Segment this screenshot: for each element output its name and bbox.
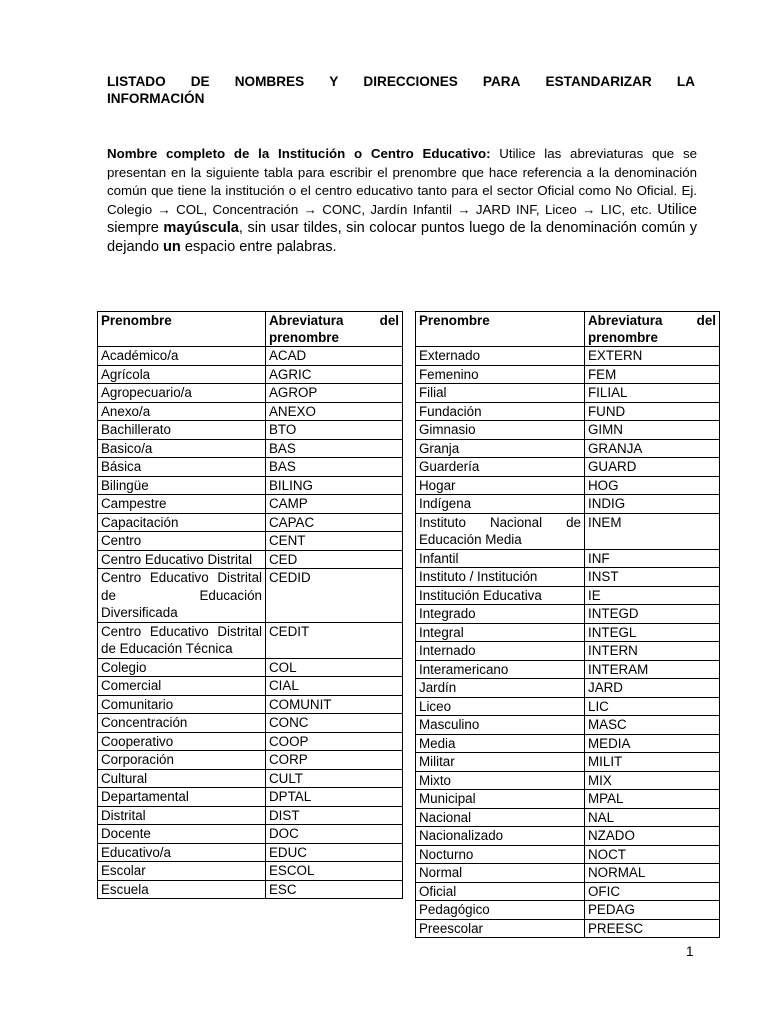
header-abreviatura xyxy=(585,312,720,347)
table-row xyxy=(98,769,403,788)
abreviatura-cell: PEDAG xyxy=(585,901,720,920)
table-row xyxy=(416,808,720,827)
title-word: ESTANDARIZAR xyxy=(545,74,652,89)
table-row xyxy=(98,532,403,551)
table-row xyxy=(98,365,403,384)
table-row xyxy=(98,825,403,844)
prenombre-cell: Centro xyxy=(98,532,266,551)
prenombre-cell: Institución Educativa xyxy=(416,586,585,605)
title-word: PARA xyxy=(482,74,521,89)
prenombre-cell: Masculino xyxy=(416,716,585,735)
intro-lead: Nombre completo de la Institución o Centro Educativo: xyxy=(107,146,491,161)
header-prenombre: Prenombre xyxy=(416,312,585,347)
abreviatura-cell: INDIG xyxy=(585,495,720,514)
table-row xyxy=(416,347,720,366)
prenombre-cell: Departamental xyxy=(98,788,266,807)
prenombre-cell: Fundación xyxy=(416,402,585,421)
prenombre-cell: Anexo/a xyxy=(98,402,266,421)
prenombre-cell: Externado xyxy=(416,347,585,366)
prenombre-cell: Capacitación xyxy=(98,513,266,532)
table-row xyxy=(416,402,720,421)
table-row xyxy=(416,513,720,549)
table-row xyxy=(416,623,720,642)
prenombre-cell: Básica xyxy=(98,458,266,477)
prenombre-cell: Integrado xyxy=(416,605,585,624)
table-row xyxy=(416,882,720,901)
abreviatura-cell: MIX xyxy=(585,771,720,790)
prenombre-cell: Instituto Nacional de Educación Media xyxy=(416,513,585,549)
prenombre-cell: Guardería xyxy=(416,458,585,477)
prenombre-cell: Filial xyxy=(416,384,585,403)
table-row xyxy=(98,788,403,807)
table-row xyxy=(416,421,720,440)
title-word: NOMBRES xyxy=(234,74,305,89)
prenombre-cell: Centro Educativo Distrital de Educación Diversificada xyxy=(98,569,266,623)
abreviatura-cell: CENT xyxy=(266,532,403,551)
prenombre-cell: Campestre xyxy=(98,495,266,514)
header-abreviatura-line-1: Abreviatura del xyxy=(269,313,399,328)
header-abreviatura-line-2: prenombre xyxy=(269,330,339,345)
prenombre-cell: Preescolar xyxy=(416,919,585,938)
intro-emphasis-un: un xyxy=(163,238,181,255)
prenombre-cell: Femenino xyxy=(416,365,585,384)
abreviatura-cell: BAS xyxy=(266,458,403,477)
table-row xyxy=(98,569,403,623)
prenombre-cell: Cultural xyxy=(98,769,266,788)
table-row xyxy=(98,880,403,899)
table-row xyxy=(98,402,403,421)
abreviatura-cell: PREESC xyxy=(585,919,720,938)
header-abreviatura-line-1: Abreviatura del xyxy=(588,313,716,328)
abreviatura-cell: MEDIA xyxy=(585,734,720,753)
abreviatura-cell: FUND xyxy=(585,402,720,421)
table-row xyxy=(98,495,403,514)
table-row xyxy=(416,365,720,384)
abreviatura-cell: JARD xyxy=(585,679,720,698)
prenombre-cell: Bachillerato xyxy=(98,421,266,440)
table-row xyxy=(416,439,720,458)
abreviatura-cell: CAMP xyxy=(266,495,403,514)
prenombre-cell: Integral xyxy=(416,623,585,642)
prenombre-cell: Hogar xyxy=(416,476,585,495)
abreviatura-cell: INTEGD xyxy=(585,605,720,624)
abreviatura-cell: BTO xyxy=(266,421,403,440)
abreviatura-cell: COOP xyxy=(266,732,403,751)
table-row xyxy=(416,660,720,679)
table-row xyxy=(416,901,720,920)
intro-text-4: espacio entre palabras. xyxy=(180,238,337,255)
table-row xyxy=(416,771,720,790)
abreviatura-cell: DIST xyxy=(266,806,403,825)
abreviatura-cell: INTERN xyxy=(585,642,720,661)
abreviatura-cell: CULT xyxy=(266,769,403,788)
header-abreviatura-line-2: prenombre xyxy=(588,330,658,345)
abbreviation-table-left xyxy=(97,311,403,899)
abreviatura-cell: OFIC xyxy=(585,882,720,901)
prenombre-cell: Infantil xyxy=(416,549,585,568)
table-row xyxy=(416,384,720,403)
abreviatura-cell: FILIAL xyxy=(585,384,720,403)
abreviatura-cell: CORP xyxy=(266,751,403,770)
prenombre-cell: Interamericano xyxy=(416,660,585,679)
abreviatura-cell: FEM xyxy=(585,365,720,384)
title-word: LA xyxy=(676,74,695,89)
intro-emphasis-mayuscula: mayúscula xyxy=(163,220,239,237)
abreviatura-cell: GUARD xyxy=(585,458,720,477)
header-prenombre: Prenombre xyxy=(98,312,266,347)
table-row xyxy=(416,919,720,938)
intro-paragraph xyxy=(107,145,697,257)
prenombre-cell: Distrital xyxy=(98,806,266,825)
table-row xyxy=(98,439,403,458)
table-row xyxy=(98,714,403,733)
abreviatura-cell: CEDIT xyxy=(266,622,403,658)
prenombre-cell: Académico/a xyxy=(98,347,266,366)
table-row xyxy=(416,734,720,753)
abreviatura-cell: INTEGL xyxy=(585,623,720,642)
abreviatura-cell: ACAD xyxy=(266,347,403,366)
table-row xyxy=(98,421,403,440)
prenombre-cell: Media xyxy=(416,734,585,753)
abreviatura-cell: IE xyxy=(585,586,720,605)
table-row xyxy=(98,384,403,403)
abreviatura-cell: NORMAL xyxy=(585,864,720,883)
prenombre-cell: Cooperativo xyxy=(98,732,266,751)
prenombre-cell: Comunitario xyxy=(98,695,266,714)
table-row xyxy=(416,697,720,716)
abreviatura-cell: GRANJA xyxy=(585,439,720,458)
prenombre-cell: Municipal xyxy=(416,790,585,809)
abreviatura-cell: BILING xyxy=(266,476,403,495)
table-header-row xyxy=(416,312,720,347)
prenombre-cell: Escuela xyxy=(98,880,266,899)
prenombre-cell: Bilingüe xyxy=(98,476,266,495)
table-row xyxy=(416,568,720,587)
prenombre-cell: Educativo/a xyxy=(98,843,266,862)
abreviatura-cell: ESCOL xyxy=(266,862,403,881)
table-header-row xyxy=(98,312,403,347)
table-row xyxy=(416,845,720,864)
prenombre-cell: Concentración xyxy=(98,714,266,733)
abreviatura-cell: HOG xyxy=(585,476,720,495)
table-row xyxy=(416,495,720,514)
prenombre-cell: Nacionalizado xyxy=(416,827,585,846)
title-word: LISTADO xyxy=(107,74,166,89)
abreviatura-cell: GIMN xyxy=(585,421,720,440)
abreviatura-cell: CEDID xyxy=(266,569,403,623)
title-word: DIRECCIONES xyxy=(363,74,458,89)
abreviatura-cell: BAS xyxy=(266,439,403,458)
abreviatura-cell: DOC xyxy=(266,825,403,844)
prenombre-cell: Agrícola xyxy=(98,365,266,384)
prenombre-cell: Agropecuario/a xyxy=(98,384,266,403)
prenombre-cell: Centro Educativo Distrital xyxy=(98,550,266,569)
abreviatura-cell: NOCT xyxy=(585,845,720,864)
table-row xyxy=(98,513,403,532)
prenombre-cell: Mixto xyxy=(416,771,585,790)
prenombre-cell: Escolar xyxy=(98,862,266,881)
table-row xyxy=(416,790,720,809)
title-line-2: INFORMACIÓN xyxy=(107,91,205,106)
table-row xyxy=(98,476,403,495)
table-body-right xyxy=(416,347,720,938)
table-row xyxy=(98,458,403,477)
intro-text-3: , sin usar tildes, sin colocar puntos luego de la denominación común y dejando xyxy=(107,220,697,255)
table-row xyxy=(98,677,403,696)
abreviatura-cell: CONC xyxy=(266,714,403,733)
abreviatura-cell: MILIT xyxy=(585,753,720,772)
table-row xyxy=(98,843,403,862)
prenombre-cell: Indígena xyxy=(416,495,585,514)
abreviatura-cell: AGROP xyxy=(266,384,403,403)
table-row xyxy=(98,622,403,658)
table-row xyxy=(98,658,403,677)
table-row xyxy=(416,864,720,883)
table-body-left xyxy=(98,347,403,899)
prenombre-cell: Comercial xyxy=(98,677,266,696)
abreviatura-cell: EXTERN xyxy=(585,347,720,366)
intro-text-2: Utilice siempre xyxy=(107,201,697,237)
table-row xyxy=(416,716,720,735)
abreviatura-cell: EDUC xyxy=(266,843,403,862)
intro-text-1: Utilice las abreviaturas que se presentan en la siguiente tabla para escribir el prenombre que hace referencia a la denominación común que tiene la institución o el centro educativo tanto para el sector Oficial como No Oficial. Ej. Colegio → COL, Concentración → CONC, Jardín Infantil → JARD INF, Liceo → LIC, etc. xyxy=(107,146,698,217)
table-row xyxy=(98,695,403,714)
prenombre-cell: Nacional xyxy=(416,808,585,827)
abreviatura-cell: MPAL xyxy=(585,790,720,809)
abreviatura-cell: NZADO xyxy=(585,827,720,846)
table-row xyxy=(416,679,720,698)
prenombre-cell: Granja xyxy=(416,439,585,458)
table-row xyxy=(416,549,720,568)
prenombre-cell: Militar xyxy=(416,753,585,772)
abreviatura-cell: COL xyxy=(266,658,403,677)
prenombre-cell: Jardín xyxy=(416,679,585,698)
abreviatura-cell: INTERAM xyxy=(585,660,720,679)
abreviatura-cell: INF xyxy=(585,549,720,568)
page-number: 1 xyxy=(686,944,694,959)
title-line-1 xyxy=(107,73,695,90)
abreviatura-cell: NAL xyxy=(585,808,720,827)
prenombre-cell: Corporación xyxy=(98,751,266,770)
abreviatura-cell: LIC xyxy=(585,697,720,716)
prenombre-cell: Liceo xyxy=(416,697,585,716)
prenombre-cell: Centro Educativo Distrital de Educación Técnica xyxy=(98,622,266,658)
table-row xyxy=(416,458,720,477)
abreviatura-cell: CAPAC xyxy=(266,513,403,532)
table-row xyxy=(416,476,720,495)
table-row xyxy=(416,586,720,605)
table-row xyxy=(98,732,403,751)
prenombre-cell: Internado xyxy=(416,642,585,661)
prenombre-cell: Nocturno xyxy=(416,845,585,864)
abreviatura-cell: INST xyxy=(585,568,720,587)
abbreviation-table-right xyxy=(415,311,720,938)
abreviatura-cell: COMUNIT xyxy=(266,695,403,714)
table-row xyxy=(416,605,720,624)
abreviatura-cell: CIAL xyxy=(266,677,403,696)
abreviatura-cell: DPTAL xyxy=(266,788,403,807)
table-row xyxy=(416,753,720,772)
prenombre-cell: Colegio xyxy=(98,658,266,677)
prenombre-cell: Pedagógico xyxy=(416,901,585,920)
table-row xyxy=(98,347,403,366)
table-row xyxy=(98,751,403,770)
title-word: DE xyxy=(190,74,210,89)
table-row xyxy=(98,550,403,569)
table-row xyxy=(98,862,403,881)
header-abreviatura xyxy=(266,312,403,347)
table-row xyxy=(416,827,720,846)
abreviatura-cell: MASC xyxy=(585,716,720,735)
prenombre-cell: Docente xyxy=(98,825,266,844)
abreviatura-cell: ESC xyxy=(266,880,403,899)
prenombre-cell: Normal xyxy=(416,864,585,883)
prenombre-cell: Instituto / Institución xyxy=(416,568,585,587)
table-row xyxy=(416,642,720,661)
document-title xyxy=(107,73,695,107)
prenombre-cell: Basico/a xyxy=(98,439,266,458)
abreviatura-cell: INEM xyxy=(585,513,720,549)
title-word: Y xyxy=(329,74,339,89)
table-row xyxy=(98,806,403,825)
abreviatura-cell: ANEXO xyxy=(266,402,403,421)
abreviatura-cell: CED xyxy=(266,550,403,569)
prenombre-cell: Oficial xyxy=(416,882,585,901)
abreviatura-cell: AGRIC xyxy=(266,365,403,384)
prenombre-cell: Gimnasio xyxy=(416,421,585,440)
